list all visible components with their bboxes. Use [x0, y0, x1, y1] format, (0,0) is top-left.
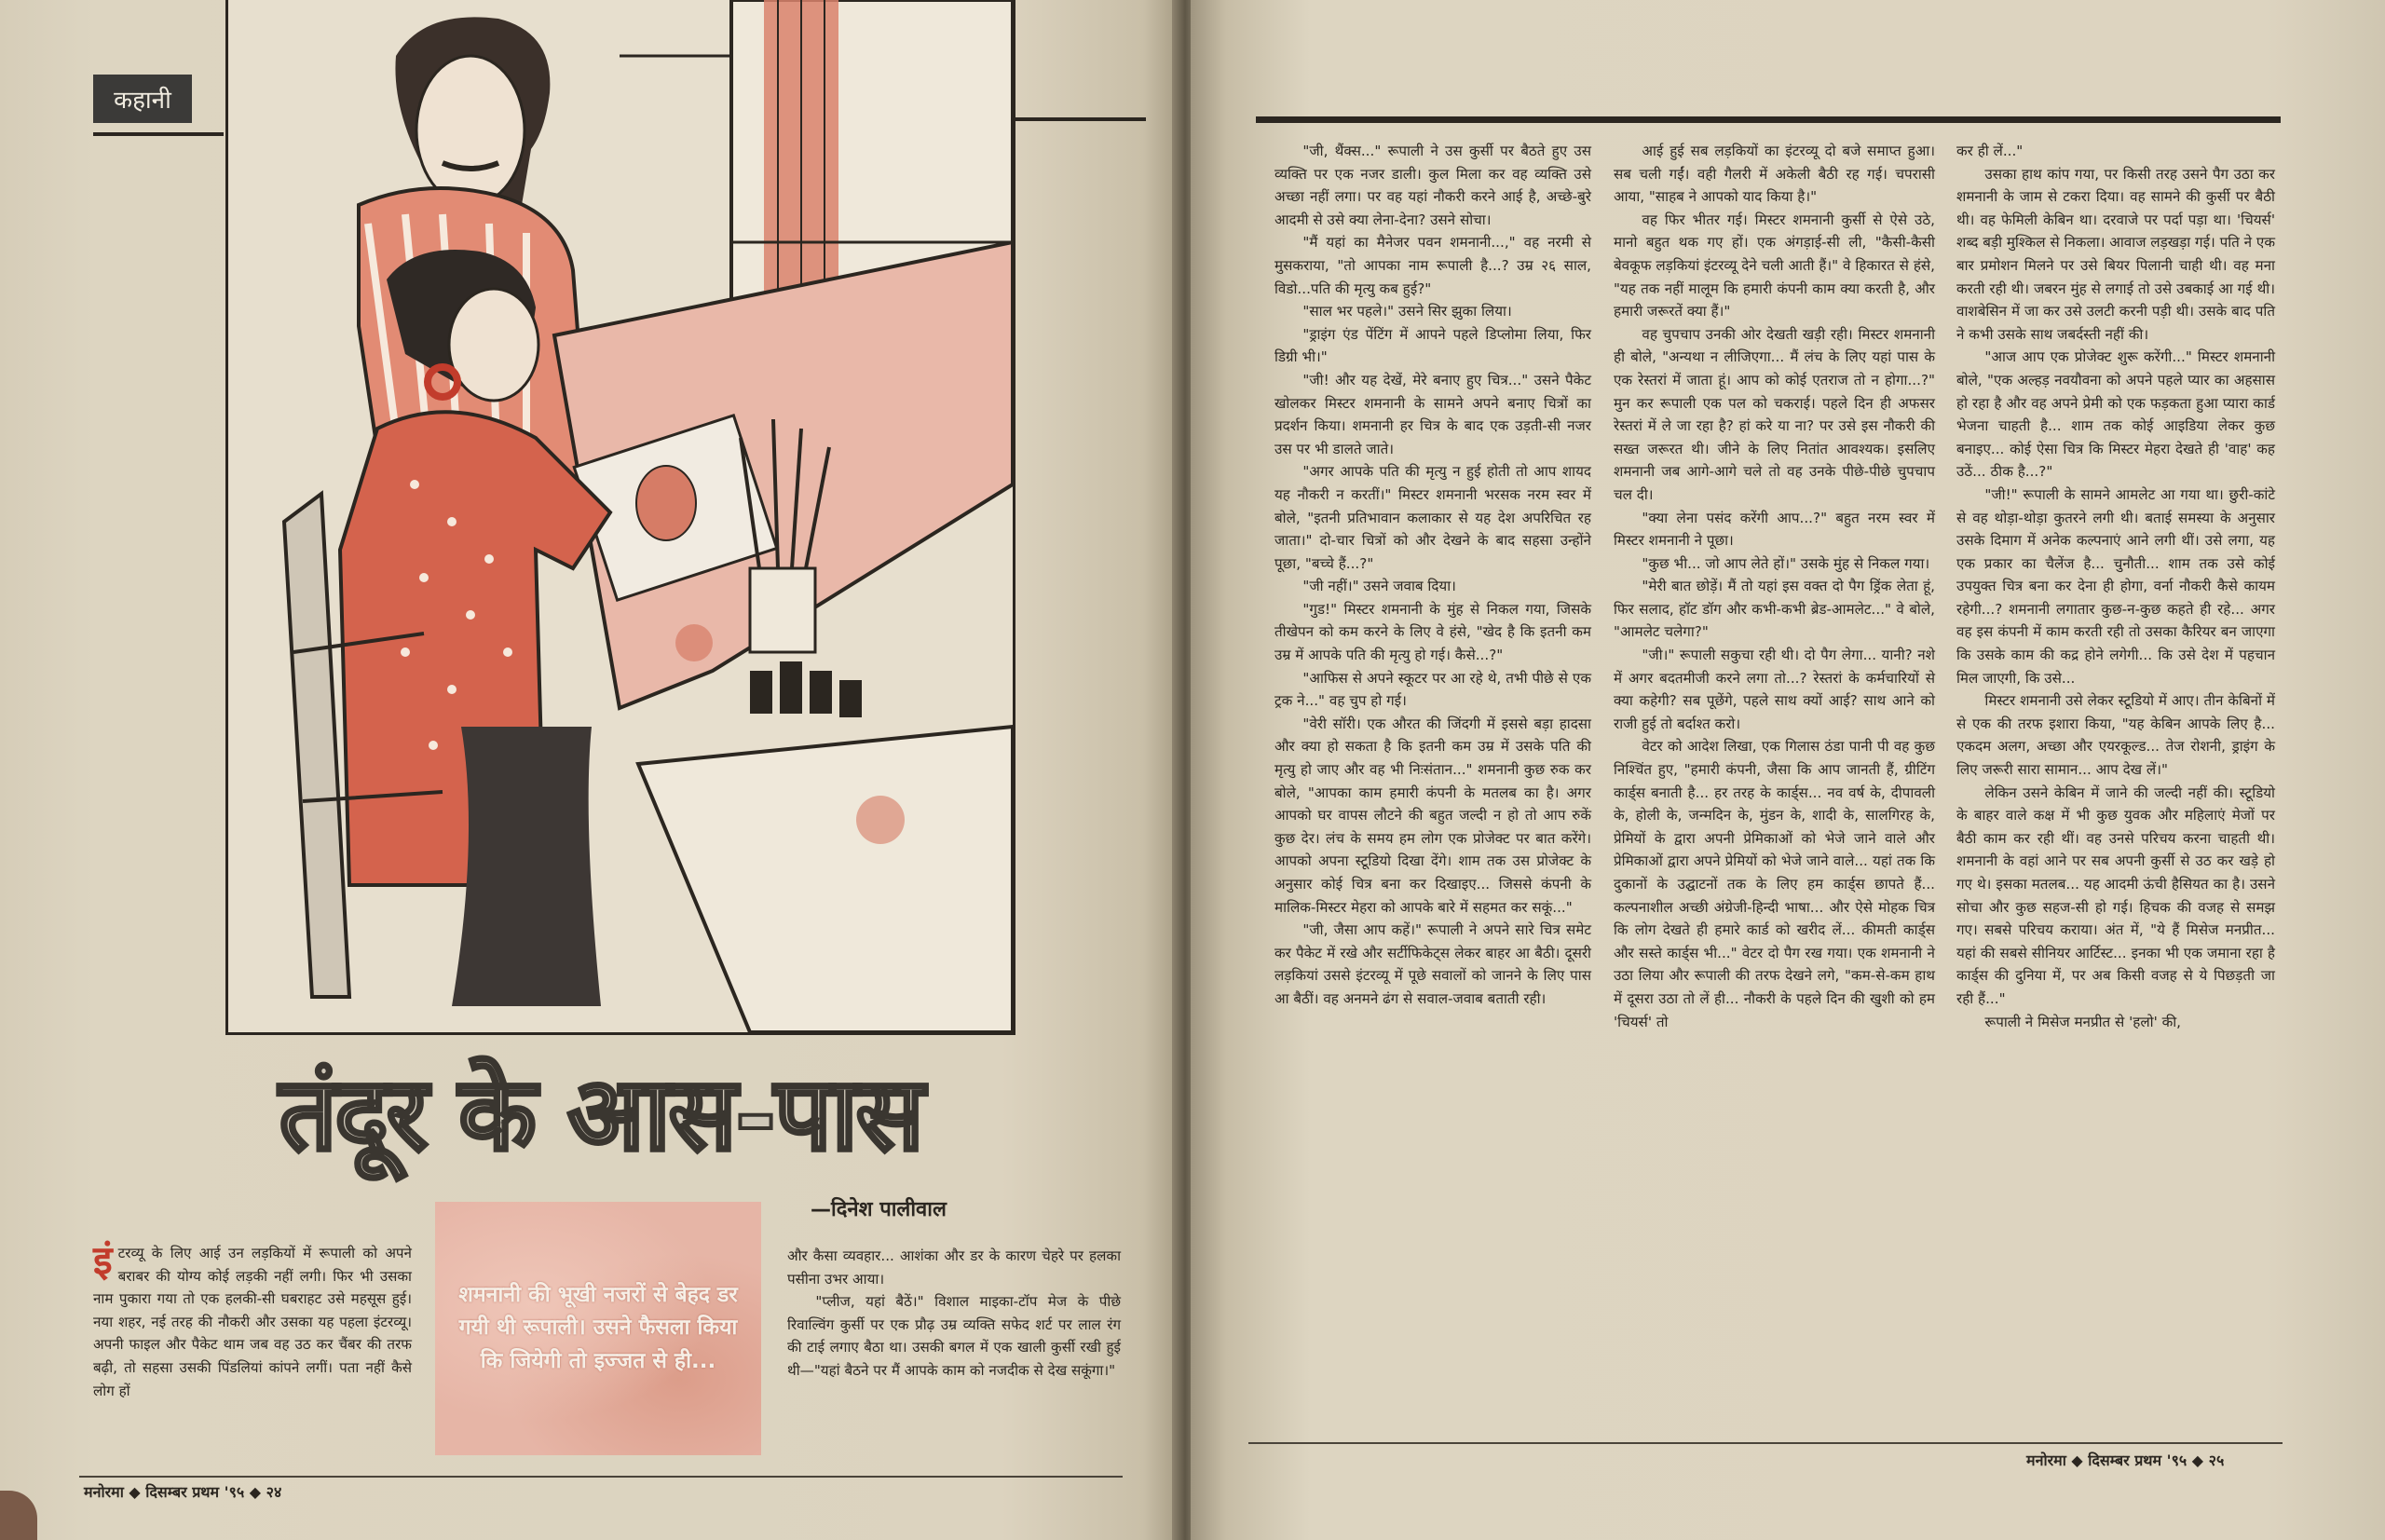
paragraph: "जी! और यह देखें, मेरे बनाए हुए चित्र..." उसने पैकेट खोलकर मिस्टर शमनानी के सामने अपने बनाए चित्रों का प्रदर्शन किया। शमनानी हर चित्र के बाद एक उड़ती-सी नजर उस पर भी डालते जाते।: [1274, 371, 1591, 457]
paragraph: "जी!" रूपाली के सामने आमलेट आ गया था। छुरी-कांटे से वह थोड़ा-थोड़ा कुतरने लगी थी। बताई समस्या के अनुसार उसके दिमाग में अनेक कल्पनाएं आने लगी थीं। उसे लगा, यह एक प्रकार का चैलेंज है... चुनौती... शाम तक उसे कोई उपयुक्त चित्र बना कर देना ही होगा, वर्ना नौकरी कैसे कायम रहेगी...? शमनानी लगातार कुछ-न-कुछ कहते ही रहे... अगर वह इस कंपनी में काम करती रही तो उसका कैरियर बन जाएगा कि उसके काम की कद्र होने लगेगी... कि उसे देश में पहचान मिल जाएगी, कि उसे...: [1956, 485, 2275, 687]
paragraph: और कैसा व्यवहार... आशंका और डर के कारण चेहरे पर हलका पसीना उभर आया।: [787, 1247, 1121, 1288]
paragraph: रूपाली ने मिसेज मनप्रीत से 'हलो' की,: [1984, 1013, 2182, 1030]
paragraph: "अगर आपके पति की मृत्यु न हुई होती तो आप शायद यह नौकरी न करतीं।" मिस्टर शमनानी भरसक नरम स्वर में बोले, "इतनी प्रतिभावान कलाकार से यह देश अपरिचित रह जाता।" दो-चार चित्रों को और देखने के बाद सहसा उन्होंने पूछा, "बच्चे हैं...?": [1274, 463, 1591, 572]
paragraph: "गुड!" मिस्टर शमनानी के मुंह से निकल गया, जिसके तीखेपन को कम करने के लिए वे हंसे, "खेद है कि इतनी कम उम्र में आपके पति की मृत्यु हो गई। कैसे...?": [1274, 600, 1591, 664]
paragraph: उसका हाथ कांप गया, पर किसी तरह उसने पैग उठा कर शमनानी के जाम से टकरा दिया। वह सामने की कुर्सी पर बैठी थी। वह फेमिली केबिन था। दरवाजे पर पर्दा पड़ा था। 'चियर्स' शब्द बड़ी मुश्किल से निकला। आवाज लड़खड़ा गई। पति ने एक बार प्रमोशन मिलने पर उसे बियर पिलानी चाही थी। वह मना करती रही थी। जबरन मुंह से लगाई तो उसे उबकाई आ गई थी। वाशबेसिन में जा कर उसे उलटी करनी पड़ी थी। उसके बाद पति ने कभी उसके साथ जबर्दस्ती नहीं की।: [1956, 165, 2275, 343]
illustration-artwork: [228, 0, 1013, 1032]
paragraph: वह चुपचाप उनकी ओर देखती खड़ी रही। मिस्टर शमनानी ही बोले, "अन्यथा न लीजिएगा... मैं लंच के लिए यहां पास के एक रेस्तरां में जाता हूं। आप को कोई एतराज तो न होगा...?" मुन कर रूपाली एक पल को चकराई। पहले दिन ही अफसर रेस्तरां में ले जा रहा है? हां करे या ना? पर उसे इस नौकरी की सख्त जरूरत थी। जीने के लिए नितांत आवश्यक। इसलिए शमनानी जब आगे-आगे चले तो वह उनके पीछे-पीछे चुपचाप चल दी।: [1614, 325, 1935, 503]
left-column-2: [787, 1245, 1121, 1383]
paragraph: "क्या लेना पसंद करेंगी आप...?" बहुत नरम स्वर में मिस्टर शमनानी ने पूछा।: [1614, 509, 1935, 550]
pullquote-text: शमनानी की भूखी नजरों से बेहद डर गयी थी रूपाली। उसने फैसला किया कि जियेगी तो इज्जत से ही...: [458, 1282, 738, 1373]
header-rule: [1256, 116, 2281, 123]
paragraph: "मेरी बात छोड़ें। मैं तो यहां इस वक्त दो पैग ड्रिंक लेता हूं, फिर सलाद, हॉट डॉग और कभी-कभी ब्रेड-आमलेट..." वे बोले, "आमलेट चलेगा?": [1614, 578, 1935, 641]
paragraph: कर ही लें...": [1956, 143, 2024, 159]
section-tag: कहानी: [93, 75, 192, 123]
paragraph: "साल भर पहले।" उसने सिर झुका लिया।: [1302, 303, 1512, 320]
section-tag-rule: [93, 132, 224, 136]
left-page: [0, 0, 1179, 1540]
right-column-2: [1614, 140, 1935, 1033]
paragraph: "जी नहीं।" उसने जवाब दिया।: [1302, 578, 1456, 595]
footer-rule-right: [1248, 1442, 2283, 1444]
paragraph: "ड्राइंग एंड पेंटिंग में आपने पहले डिप्लोमा लिया, फिर डिग्री भी।": [1274, 325, 1591, 366]
story-illustration: [225, 0, 1015, 1035]
footer-rule: [79, 1476, 1123, 1478]
drop-cap: इं: [93, 1237, 113, 1283]
right-column-1: [1274, 140, 1591, 1011]
paragraph: "जी।" रूपाली सकुचा रही थी। दो पैग लेगा... यानी? नशे में अगर बदतमीजी करने लगा तो...? रेस्तरां के कर्मचारियों से क्या कहेगी? सब पूछेंगे, पहले साथ क्यों आई? साथ आने को राजी हुई तो बर्दाश्त करो।: [1614, 647, 1935, 732]
author-byline: —दिनेश पालीवाल: [811, 1198, 947, 1221]
top-right-rule: [1015, 117, 1146, 121]
folio-left: मनोरमा ◆ दिसम्बर प्रथम '९५ ◆ २४: [84, 1483, 282, 1501]
folio-right: मनोरमा ◆ दिसम्बर प्रथम '९५ ◆ २५: [2026, 1451, 2225, 1469]
left-column-1: [93, 1237, 412, 1402]
paragraph: "जी, जैसा आप कहें।" रूपाली ने अपने सारे चित्र समेट कर पैकेट में रखे और सर्टीफिकेट्स लेकर बाहर आ बैठी। दूसरी लड़कियां उससे इंटरव्यू में पूछे सवालों को जानने के लिए पास आ बैठीं। वह अनमने ढंग से सवाल-जवाब बताती रही।: [1274, 921, 1591, 1007]
story-title: तंदूर के आस-पास: [279, 1056, 922, 1173]
paragraph: "प्लीज, यहां बैठें।" विशाल माइका-टॉप मेज के पीछे रिवाल्विंग कुर्सी पर एक प्रौढ़ उम्र व्यक्ति सफेद शर्ट पर लाल रंग की टाई लगाए बैठा था। उसकी बगल में एक खाली कुर्सी रखी हुई थी—"यहां बैठने पर मैं आपके काम को नजदीक से देख सकूंगा।": [787, 1293, 1121, 1379]
paragraph: "आज आप एक प्रोजेक्ट शुरू करेंगी..." मिस्टर शमनानी बोले, "एक अल्हड़ नवयौवना को अपने पहले प्यार का अहसास हो रहा है और वह अपने प्रेमी को एक फड़कता हुआ प्यारा कार्ड भेजना चाहती है... शाम तक कोई आइडिया लेकर कुछ बनाइए... कोई ऐसा चित्र कि मिस्टर मेहरा देखते ही 'वाह' कह उठें... ठीक है...?": [1956, 348, 2275, 481]
paragraph: "वेरी सॉरी। एक औरत की जिंदगी में इससे बड़ा हादसा और क्या हो सकता है कि इतनी कम उम्र में उसके पति की मृत्यु हो जाए और वह भी निःसंतान..." शमनानी कुछ रुक कर बोले, "आपका काम हमारी कंपनी के मतलब का है। अगर आपको घर वापस लौटने की बहुत जल्दी न हो तो आप रुकें कुछ देर। लंच के समय हम लोग एक प्रोजेक्ट पर बात करेंगे। आपको अपना स्टूडियो दिखा देंगे। शाम तक उस प्रोजेक्ट के अनुसार कोई चित्र बना कर दिखाइए... जिससे कंपनी के मालिक-मिस्टर मेहरा को आपके बारे में सहमत कर सकूं...": [1274, 715, 1591, 916]
paragraph: "मैं यहां का मैनेजर पवन शमनानी...," वह नरमी से मुसकराया, "तो आपका नाम रूपाली है...? उम्र २६ साल, विडो...पति की मृत्यु कब हुई?": [1274, 234, 1591, 297]
paragraph: वेटर को आदेश लिखा, एक गिलास ठंडा पानी पी वह कुछ निश्चिंत हुए, "हमारी कंपनी, जैसा कि आप जानती हैं, ग्रीटिंग कार्ड्स बनाती है... हर तरह के कार्ड्स... नव वर्ष के, दीपावली के, होली के, जन्मदिन के, मुंडन के, शादी के, सालगिरह के, प्रेमियों के द्वारा अपनी प्रेमिकाओं को भेजे जाने वाले और प्रेमिकाओं द्वारा अपने प्रेमियों को भेजे जाने वाले... यहां तक कि दुकानों के उद्घाटनों तक के लिए हम कार्ड्स छापते हैं... कल्पनाशील अच्छी अंग्रेजी-हिन्दी भाषा... और ऐसे मोहक चित्र कि लोग देखते ही हमारे कार्ड को खरीद लें... कीमती कार्ड्स और सस्ते कार्ड्स भी..." वेटर दो पैग रख गया। एक शमनानी ने उठा लिया और रूपाली की तरफ देखने लगे, "कम-से-कम हाथ में दूसरा उठा तो लें ही... नौकरी के पहले दिन की खुशी को हम 'चियर्स' तो: [1614, 738, 1935, 1030]
paragraph: मिस्टर शमनानी उसे लेकर स्टूडियो में आए। तीन केबिनों में से एक की तरफ इशारा किया, "यह केबिन आपके लिए है... एकदम अलग, अच्छा और एयरकूल्ड... तेज रोशनी, ड्राइंग के लिए जरूरी सारा सामान... आप देख लें।": [1956, 692, 2275, 779]
paragraph: "कुछ भी... जो आप लेते हों।" उसके मुंह से निकल गया।: [1642, 554, 1930, 572]
paragraph: लेकिन उसने केबिन में जाने की जल्दी नहीं की। स्टूडियो के बाहर वाले कक्ष में भी कुछ युवक और महिलाएं मेजों पर बैठी काम कर रही थीं। वह उनसे परिचय करना चाहती थी। शमनानी के वहां आने पर सब अपनी कुर्सी से उठ कर खड़े हो गए थे। इसका मतलब... यह आदमी ऊंची हैसियत का है। उसने सोचा और कुछ सहज-सी हो गई। हिचक की वजह से समझ गए। सबसे परिचय कराया। अंत में, "ये हैं मिसेज मनप्रीत... यहां की सबसे सीनियर आर्टिस्ट... इनका भी एक जमाना रहा है कार्ड्स की दुनिया में, पर अब किसी वजह से ये पिछड़ती जा रही हैं...": [1956, 784, 2275, 1007]
paragraph: वह फिर भीतर गई। मिस्टर शमनानी कुर्सी से ऐसे उठे, मानो बहुत थक गए हों। एक अंगड़ाई-सी ली, "कैसी-कैसी बेवकूफ लड़कियां इंटरव्यू देने चली आती हैं।" वे हिकारत से हंसे, "यह तक नहीं मालूम कि हमारी कंपनी काम क्या करती है, और हमारी जरूरतें क्या हैं।": [1614, 211, 1935, 320]
pullquote-box: [435, 1202, 761, 1455]
paragraph: "जी, थैंक्स..." रूपाली ने उस कुर्सी पर बैठते हुए उस व्यक्ति पर एक नजर डाली। कुल मिला कर वह व्यक्ति उसे अच्छा नहीं लगा। पर वह यहां नौकरी करने आई है, अच्छे-बुरे आदमी से उसे क्या लेना-देना? उसने सोचा।: [1274, 143, 1591, 228]
right-column-3: [1956, 140, 2275, 1033]
paragraph: "आफिस से अपने स्कूटर पर आ रहे थे, तभी पीछे से एक ट्रक ने..." वह चुप हो गई।: [1274, 669, 1591, 710]
opening-paragraph: इंटरव्यू के लिए आई उन लड़कियों में रूपाली को अपने बराबर की योग्य कोई लड़की नहीं लगी। फिर भी उसका नाम पुकारा गया तो एक हलकी-सी घबराहट उसे महसूस हुई। नया शहर, नई तरह की नौकरी और उसका यह पहला इंटरव्यू। अपनी फाइल और पैकेट थाम जब वह उठ कर चैंबर की तरफ बढ़ी, तो सहसा उसकी पिंडलियां कांपने लगीं। पता नहीं कैसे लोग हों: [93, 1237, 412, 1399]
paragraph: आई हुई सब लड़कियों का इंटरव्यू दो बजे समाप्त हुआ। सब चली गईं। वही गैलरी में अकेली बैठी रह गई। चपरासी आया, "साहब ने आपको याद किया है।": [1614, 143, 1935, 206]
